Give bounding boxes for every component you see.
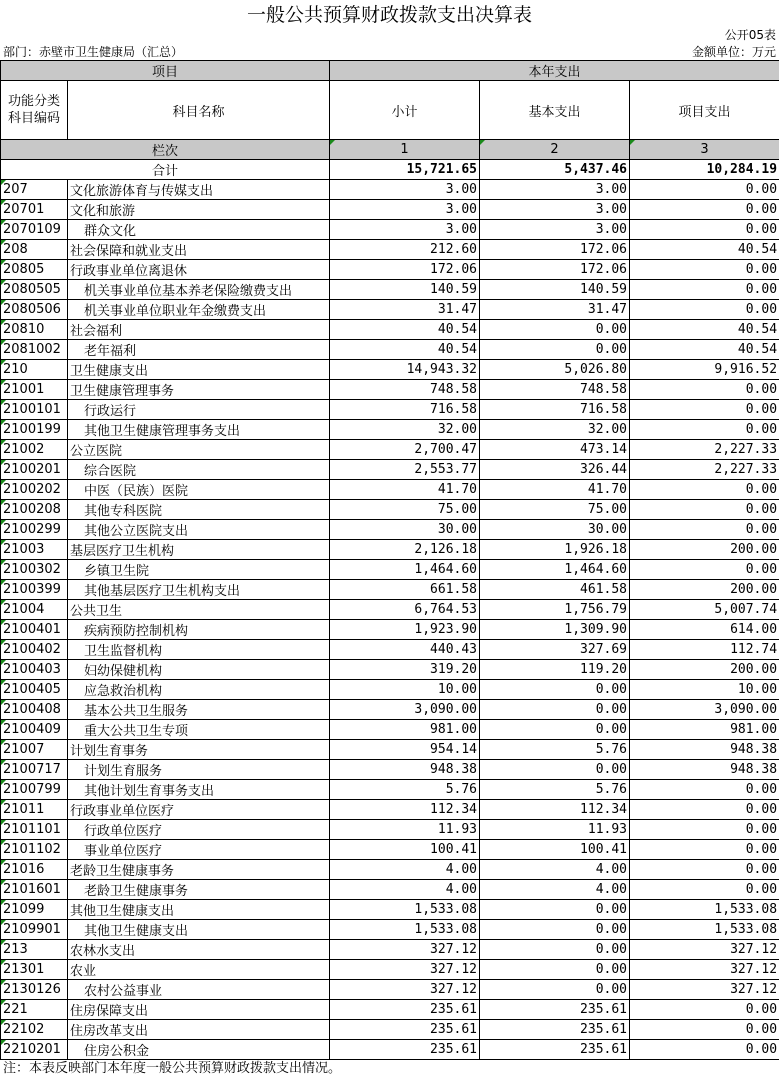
row-name: 乡镇卫生院 xyxy=(68,560,330,580)
table-row xyxy=(1,240,779,260)
row-basic: 3.00 xyxy=(480,220,630,240)
row-code: 2100408 xyxy=(1,700,68,720)
row-basic: 5.76 xyxy=(480,740,630,760)
row-code: 2080506 xyxy=(1,300,68,320)
table-row xyxy=(1,360,779,380)
table-row xyxy=(1,420,779,440)
row-basic: 172.06 xyxy=(480,240,630,260)
row-name: 机关事业单位职业年金缴费支出 xyxy=(68,300,330,320)
row-subtotal: 1,464.60 xyxy=(330,560,480,580)
table-row xyxy=(1,460,779,480)
row-basic: 3.00 xyxy=(480,200,630,220)
row-name: 重大公共卫生专项 xyxy=(68,720,330,740)
row-basic: 119.20 xyxy=(480,660,630,680)
table-row xyxy=(1,840,779,860)
row-name: 群众文化 xyxy=(68,220,330,240)
row-code: 21003 xyxy=(1,540,68,560)
row-project: 0.00 xyxy=(630,860,779,880)
row-subtotal: 4.00 xyxy=(330,860,480,880)
table-row xyxy=(1,400,779,420)
row-project: 9,916.52 xyxy=(630,360,779,380)
row-name: 住房改革支出 xyxy=(68,1020,330,1040)
table-row xyxy=(1,320,779,340)
row-subtotal: 981.00 xyxy=(330,720,480,740)
row-project: 40.54 xyxy=(630,340,779,360)
row-basic: 75.00 xyxy=(480,500,630,520)
row-name: 计划生育服务 xyxy=(68,760,330,780)
row-name: 行政运行 xyxy=(68,400,330,420)
row-code: 21007 xyxy=(1,740,68,760)
row-project: 0.00 xyxy=(630,1020,779,1040)
header-func-code: 功能分类科目编码 xyxy=(1,81,68,140)
table-row xyxy=(1,720,779,740)
table-row xyxy=(1,960,779,980)
row-name: 其他卫生健康管理事务支出 xyxy=(68,420,330,440)
row-basic: 326.44 xyxy=(480,460,630,480)
row-name: 社会福利 xyxy=(68,320,330,340)
row-name: 公共卫生 xyxy=(68,600,330,620)
row-project: 948.38 xyxy=(630,760,779,780)
table-row xyxy=(1,1040,779,1060)
row-subtotal: 948.38 xyxy=(330,760,480,780)
row-name: 计划生育事务 xyxy=(68,740,330,760)
row-project: 0.00 xyxy=(630,280,779,300)
table-row xyxy=(1,220,779,240)
row-basic: 235.61 xyxy=(480,1040,630,1060)
row-subtotal: 140.59 xyxy=(330,280,480,300)
table-row xyxy=(1,880,779,900)
row-code: 2101102 xyxy=(1,840,68,860)
total-project: 10,284.19 xyxy=(630,160,779,180)
row-project: 0.00 xyxy=(630,820,779,840)
row-project: 327.12 xyxy=(630,960,779,980)
row-basic: 32.00 xyxy=(480,420,630,440)
table-row xyxy=(1,920,779,940)
row-project: 0.00 xyxy=(630,840,779,860)
row-basic: 461.58 xyxy=(480,580,630,600)
row-basic: 100.41 xyxy=(480,840,630,860)
row-basic: 0.00 xyxy=(480,980,630,1000)
row-code: 2100302 xyxy=(1,560,68,580)
col-no-2: 2 xyxy=(480,140,630,160)
row-name: 社会保障和就业支出 xyxy=(68,240,330,260)
row-code: 2070109 xyxy=(1,220,68,240)
row-subtotal: 4.00 xyxy=(330,880,480,900)
row-subtotal: 3,090.00 xyxy=(330,700,480,720)
row-code: 2100399 xyxy=(1,580,68,600)
row-code: 2100402 xyxy=(1,640,68,660)
row-code: 2101101 xyxy=(1,820,68,840)
row-code: 20810 xyxy=(1,320,68,340)
row-project: 981.00 xyxy=(630,720,779,740)
row-basic: 0.00 xyxy=(480,900,630,920)
row-project: 0.00 xyxy=(630,400,779,420)
row-project: 0.00 xyxy=(630,520,779,540)
row-name: 农村公益事业 xyxy=(68,980,330,1000)
row-code: 20701 xyxy=(1,200,68,220)
row-basic: 0.00 xyxy=(480,720,630,740)
row-basic: 235.61 xyxy=(480,1020,630,1040)
row-project: 0.00 xyxy=(630,420,779,440)
row-basic: 140.59 xyxy=(480,280,630,300)
row-subtotal: 212.60 xyxy=(330,240,480,260)
table-row xyxy=(1,640,779,660)
row-subtotal: 5.76 xyxy=(330,780,480,800)
row-subtotal: 327.12 xyxy=(330,940,480,960)
row-name: 事业单位医疗 xyxy=(68,840,330,860)
row-name: 老年福利 xyxy=(68,340,330,360)
row-project: 0.00 xyxy=(630,800,779,820)
row-code: 21001 xyxy=(1,380,68,400)
row-project: 0.00 xyxy=(630,220,779,240)
table-row xyxy=(1,1020,779,1040)
row-basic: 0.00 xyxy=(480,920,630,940)
row-basic: 0.00 xyxy=(480,760,630,780)
header-project: 项目支出 xyxy=(630,81,779,140)
table-row xyxy=(1,1000,779,1020)
table-row xyxy=(1,760,779,780)
row-subtotal: 40.54 xyxy=(330,320,480,340)
row-name: 卫生健康支出 xyxy=(68,360,330,380)
row-subtotal: 3.00 xyxy=(330,220,480,240)
row-basic: 1,926.18 xyxy=(480,540,630,560)
row-project: 1,533.08 xyxy=(630,900,779,920)
row-project: 0.00 xyxy=(630,380,779,400)
expenditure-table xyxy=(0,60,779,1060)
row-project: 327.12 xyxy=(630,940,779,960)
total-subtotal: 15,721.65 xyxy=(330,160,480,180)
row-basic: 0.00 xyxy=(480,940,630,960)
row-subtotal: 31.47 xyxy=(330,300,480,320)
row-code: 2100201 xyxy=(1,460,68,480)
row-project: 614.00 xyxy=(630,620,779,640)
table-row xyxy=(1,700,779,720)
row-basic: 0.00 xyxy=(480,960,630,980)
row-subtotal: 30.00 xyxy=(330,520,480,540)
table-row xyxy=(1,560,779,580)
row-basic: 4.00 xyxy=(480,860,630,880)
row-project: 0.00 xyxy=(630,880,779,900)
col-no-1: 1 xyxy=(330,140,480,160)
table-row xyxy=(1,740,779,760)
row-code: 2100799 xyxy=(1,780,68,800)
department-label: 部门：赤壁市卫生健康局（汇总） xyxy=(3,45,184,59)
row-basic: 5.76 xyxy=(480,780,630,800)
row-project: 0.00 xyxy=(630,480,779,500)
row-name: 其他计划生育事务支出 xyxy=(68,780,330,800)
row-code: 2100299 xyxy=(1,520,68,540)
col-no-3: 3 xyxy=(630,140,779,160)
row-name: 文化和旅游 xyxy=(68,200,330,220)
row-basic: 235.61 xyxy=(480,1000,630,1020)
row-project: 0.00 xyxy=(630,780,779,800)
row-code: 2101601 xyxy=(1,880,68,900)
row-project: 1,533.08 xyxy=(630,920,779,940)
row-name: 应急救治机构 xyxy=(68,680,330,700)
row-name: 行政事业单位离退休 xyxy=(68,260,330,280)
row-project: 5,007.74 xyxy=(630,600,779,620)
row-project: 0.00 xyxy=(630,560,779,580)
row-subtotal: 32.00 xyxy=(330,420,480,440)
table-row xyxy=(1,380,779,400)
table-row xyxy=(1,620,779,640)
row-subtotal: 1,533.08 xyxy=(330,920,480,940)
row-project: 2,227.33 xyxy=(630,460,779,480)
table-row xyxy=(1,200,779,220)
header-subject-name: 科目名称 xyxy=(68,81,330,140)
header-item: 项目 xyxy=(1,61,330,81)
row-subtotal: 3.00 xyxy=(330,180,480,200)
row-basic: 0.00 xyxy=(480,340,630,360)
row-code: 2100401 xyxy=(1,620,68,640)
table-row xyxy=(1,300,779,320)
row-project: 10.00 xyxy=(630,680,779,700)
row-name: 其他卫生健康支出 xyxy=(68,920,330,940)
table-row xyxy=(1,780,779,800)
row-project: 200.00 xyxy=(630,540,779,560)
row-code: 2130126 xyxy=(1,980,68,1000)
row-code: 2081002 xyxy=(1,340,68,360)
row-name: 其他基层医疗卫生机构支出 xyxy=(68,580,330,600)
row-name: 其他卫生健康支出 xyxy=(68,900,330,920)
row-code: 2100101 xyxy=(1,400,68,420)
row-basic: 30.00 xyxy=(480,520,630,540)
row-subtotal: 235.61 xyxy=(330,1000,480,1020)
row-name: 住房公积金 xyxy=(68,1040,330,1060)
row-subtotal: 235.61 xyxy=(330,1040,480,1060)
row-subtotal: 11.93 xyxy=(330,820,480,840)
table-row xyxy=(1,680,779,700)
row-subtotal: 716.58 xyxy=(330,400,480,420)
row-subtotal: 3.00 xyxy=(330,200,480,220)
row-project: 112.74 xyxy=(630,640,779,660)
table-row xyxy=(1,580,779,600)
row-basic: 5,026.80 xyxy=(480,360,630,380)
row-name: 农业 xyxy=(68,960,330,980)
row-subtotal: 112.34 xyxy=(330,800,480,820)
table-row xyxy=(1,860,779,880)
row-name: 综合医院 xyxy=(68,460,330,480)
row-project: 0.00 xyxy=(630,200,779,220)
row-basic: 3.00 xyxy=(480,180,630,200)
header-subtotal: 小计 xyxy=(330,81,480,140)
row-subtotal: 327.12 xyxy=(330,960,480,980)
row-subtotal: 1,923.90 xyxy=(330,620,480,640)
row-code: 208 xyxy=(1,240,68,260)
row-code: 2100208 xyxy=(1,500,68,520)
row-name: 基层医疗卫生机构 xyxy=(68,540,330,560)
table-row xyxy=(1,540,779,560)
table-row xyxy=(1,980,779,1000)
row-code: 207 xyxy=(1,180,68,200)
row-subtotal: 14,943.32 xyxy=(330,360,480,380)
report-title: 一般公共预算财政拨款支出决算表 xyxy=(246,4,532,26)
row-name: 疾病预防控制机构 xyxy=(68,620,330,640)
row-code: 2100717 xyxy=(1,760,68,780)
row-subtotal: 2,553.77 xyxy=(330,460,480,480)
unit-label: 金额单位：万元 xyxy=(691,45,776,59)
row-basic: 716.58 xyxy=(480,400,630,420)
row-name: 卫生监督机构 xyxy=(68,640,330,660)
table-row xyxy=(1,480,779,500)
row-name: 公立医院 xyxy=(68,440,330,460)
row-name: 卫生健康管理事务 xyxy=(68,380,330,400)
row-subtotal: 440.43 xyxy=(330,640,480,660)
row-name: 老龄卫生健康事务 xyxy=(68,860,330,880)
row-code: 2210201 xyxy=(1,1040,68,1060)
row-project: 200.00 xyxy=(630,580,779,600)
footnote: 注：本表反映部门本年度一般公共预算财政拨款支出情况。 xyxy=(3,1061,342,1076)
table-row xyxy=(1,280,779,300)
row-code: 22102 xyxy=(1,1020,68,1040)
header-current-year: 本年支出 xyxy=(330,61,779,81)
row-code: 20805 xyxy=(1,260,68,280)
table-row xyxy=(1,500,779,520)
total-basic: 5,437.46 xyxy=(480,160,630,180)
row-name: 老龄卫生健康事务 xyxy=(68,880,330,900)
row-project: 0.00 xyxy=(630,300,779,320)
row-name: 住房保障支出 xyxy=(68,1000,330,1020)
row-code: 21301 xyxy=(1,960,68,980)
row-code: 2109901 xyxy=(1,920,68,940)
table-row xyxy=(1,800,779,820)
table-row xyxy=(1,940,779,960)
row-project: 0.00 xyxy=(630,260,779,280)
row-code: 221 xyxy=(1,1000,68,1020)
row-project: 0.00 xyxy=(630,180,779,200)
row-code: 21004 xyxy=(1,600,68,620)
row-basic: 41.70 xyxy=(480,480,630,500)
row-code: 2100202 xyxy=(1,480,68,500)
row-code: 2080505 xyxy=(1,280,68,300)
row-basic: 473.14 xyxy=(480,440,630,460)
row-name: 其他专科医院 xyxy=(68,500,330,520)
row-subtotal: 748.58 xyxy=(330,380,480,400)
row-code: 2100409 xyxy=(1,720,68,740)
row-basic: 1,309.90 xyxy=(480,620,630,640)
row-subtotal: 40.54 xyxy=(330,340,480,360)
row-basic: 172.06 xyxy=(480,260,630,280)
row-basic: 748.58 xyxy=(480,380,630,400)
table-row xyxy=(1,520,779,540)
row-project: 948.38 xyxy=(630,740,779,760)
row-project: 200.00 xyxy=(630,660,779,680)
row-subtotal: 2,700.47 xyxy=(330,440,480,460)
table-row xyxy=(1,180,779,200)
row-code: 2100199 xyxy=(1,420,68,440)
row-subtotal: 2,126.18 xyxy=(330,540,480,560)
row-name: 其他公立医院支出 xyxy=(68,520,330,540)
table-row xyxy=(1,820,779,840)
row-subtotal: 1,533.08 xyxy=(330,900,480,920)
row-subtotal: 6,764.53 xyxy=(330,600,480,620)
row-project: 0.00 xyxy=(630,1040,779,1060)
row-project: 327.12 xyxy=(630,980,779,1000)
row-code: 2100403 xyxy=(1,660,68,680)
row-name: 妇幼保健机构 xyxy=(68,660,330,680)
row-basic: 1,464.60 xyxy=(480,560,630,580)
row-project: 40.54 xyxy=(630,320,779,340)
row-basic: 0.00 xyxy=(480,320,630,340)
row-subtotal: 954.14 xyxy=(330,740,480,760)
row-name: 农林水支出 xyxy=(68,940,330,960)
row-name: 基本公共卫生服务 xyxy=(68,700,330,720)
row-basic: 0.00 xyxy=(480,700,630,720)
row-name: 文化旅游体育与传媒支出 xyxy=(68,180,330,200)
row-basic: 31.47 xyxy=(480,300,630,320)
row-code: 2100405 xyxy=(1,680,68,700)
table-row xyxy=(1,600,779,620)
row-subtotal: 319.20 xyxy=(330,660,480,680)
row-code: 21011 xyxy=(1,800,68,820)
report-code: 公开05表 xyxy=(724,28,776,42)
row-basic: 11.93 xyxy=(480,820,630,840)
row-basic: 327.69 xyxy=(480,640,630,660)
row-name: 行政事业单位医疗 xyxy=(68,800,330,820)
row-subtotal: 100.41 xyxy=(330,840,480,860)
header-basic: 基本支出 xyxy=(480,81,630,140)
row-subtotal: 661.58 xyxy=(330,580,480,600)
row-basic: 1,756.79 xyxy=(480,600,630,620)
table-row xyxy=(1,900,779,920)
row-name: 中医（民族）医院 xyxy=(68,480,330,500)
row-project: 0.00 xyxy=(630,1000,779,1020)
header-column-no: 栏次 xyxy=(1,140,330,160)
row-subtotal: 235.61 xyxy=(330,1020,480,1040)
row-project: 2,227.33 xyxy=(630,440,779,460)
table-row xyxy=(1,340,779,360)
table-row xyxy=(1,660,779,680)
row-subtotal: 75.00 xyxy=(330,500,480,520)
row-basic: 112.34 xyxy=(480,800,630,820)
row-code: 210 xyxy=(1,360,68,380)
row-name: 机关事业单位基本养老保险缴费支出 xyxy=(68,280,330,300)
row-subtotal: 172.06 xyxy=(330,260,480,280)
row-code: 21002 xyxy=(1,440,68,460)
row-project: 40.54 xyxy=(630,240,779,260)
row-subtotal: 41.70 xyxy=(330,480,480,500)
row-code: 21099 xyxy=(1,900,68,920)
row-subtotal: 10.00 xyxy=(330,680,480,700)
table-row xyxy=(1,440,779,460)
row-subtotal: 327.12 xyxy=(330,980,480,1000)
row-project: 3,090.00 xyxy=(630,700,779,720)
row-code: 213 xyxy=(1,940,68,960)
row-basic: 4.00 xyxy=(480,880,630,900)
row-basic: 0.00 xyxy=(480,680,630,700)
total-label: 合计 xyxy=(1,160,330,180)
row-name: 行政单位医疗 xyxy=(68,820,330,840)
row-code: 21016 xyxy=(1,860,68,880)
row-project: 0.00 xyxy=(630,500,779,520)
table-row xyxy=(1,260,779,280)
